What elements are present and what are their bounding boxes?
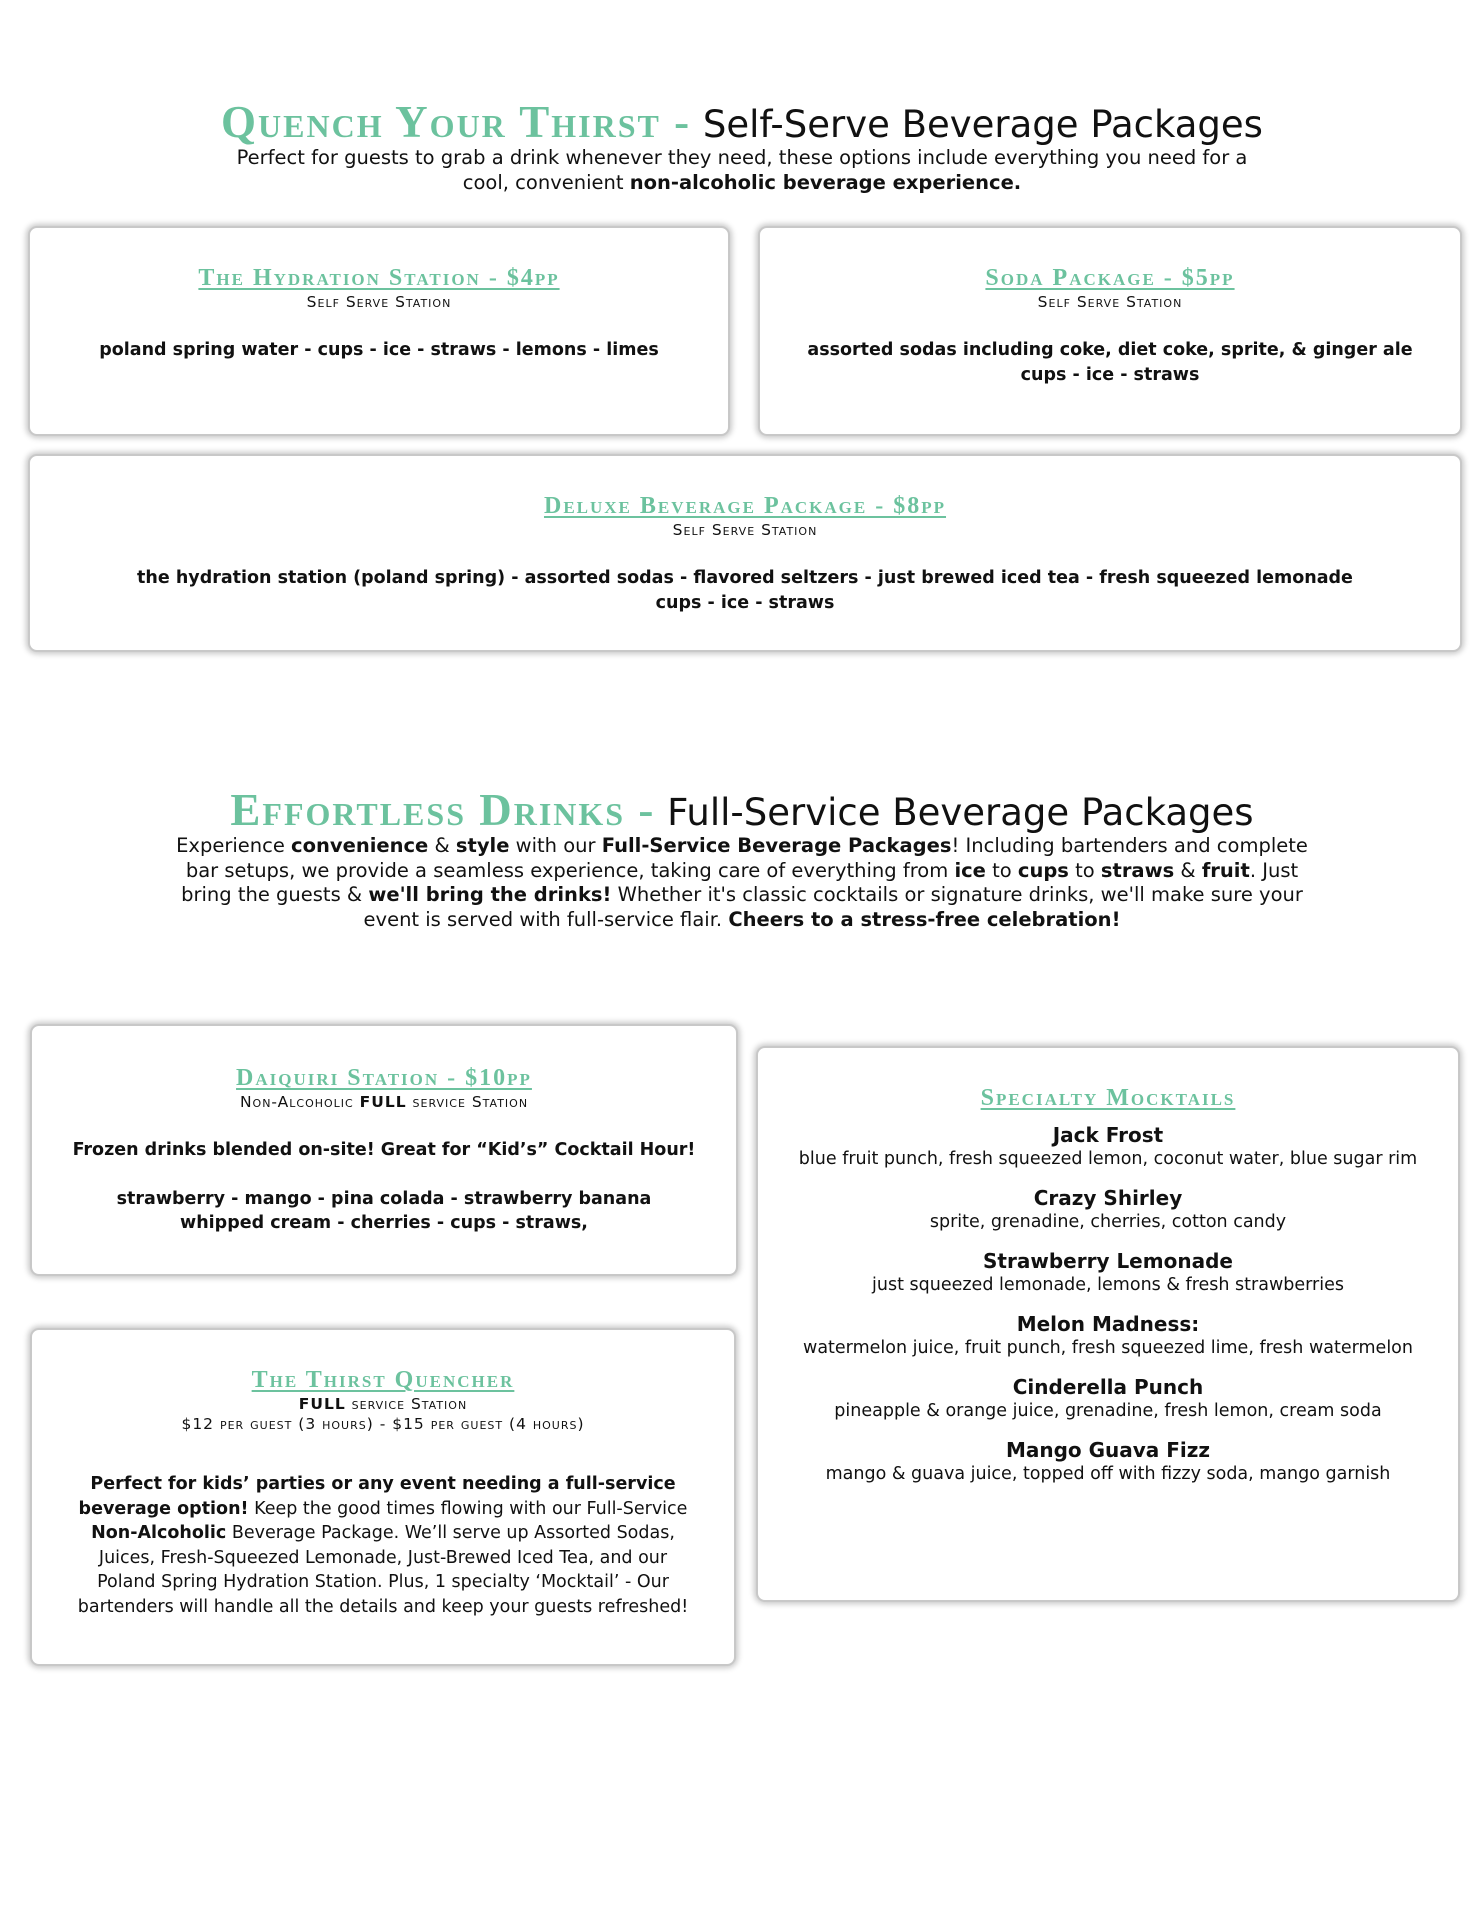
card-items: poland spring water - cups - ice - straws - lemons - limes: [99, 340, 659, 360]
mocktail-desc: just squeezed lemonade, lemons & fresh strawberries: [872, 1275, 1344, 1295]
deluxe-package-card: [28, 454, 1462, 652]
mocktail-item: [758, 1122, 1458, 1171]
self-serve-heading-accent: Quench Your Thirst -: [221, 97, 692, 147]
full-service-heading-plain: Full-Service Beverage Packages: [667, 791, 1254, 834]
mocktail-item: [758, 1185, 1458, 1234]
mocktail-desc: sprite, grenadine, cherries, cotton candy: [929, 1212, 1287, 1232]
card-tagline: Frozen drinks blended on-site! Great for “Kid’s” Cocktail Hour!: [72, 1140, 696, 1160]
card-subtitle: Self Serve Station: [672, 521, 818, 539]
self-serve-heading-plain: Self-Serve Beverage Packages: [702, 103, 1263, 146]
daiquiri-station-card: [30, 1024, 738, 1276]
card-title: Daiquiri Station - $10pp: [236, 1065, 532, 1091]
card-title: Deluxe Beverage Package - $8pp: [543, 493, 947, 519]
intro-bold: style: [455, 834, 510, 857]
subtitle-text: service Station: [345, 1395, 468, 1413]
mocktail-item: [758, 1248, 1458, 1297]
card-items: cups - ice - straws: [655, 592, 835, 613]
card-subtitle: Self Serve Station: [1037, 293, 1183, 311]
description-bold: Non-Alcoholic: [91, 1523, 227, 1543]
mocktail-desc: blue fruit punch, fresh squeezed lemon, coconut water, blue sugar rim: [798, 1149, 1418, 1169]
card-items: the hydration station (poland spring) - assorted sodas - flavored seltzers - just brewed iced tea - fresh squeezed lemonade: [137, 568, 1353, 588]
mocktail-name: Strawberry Lemonade: [983, 1249, 1233, 1273]
intro-text: Perfect for guests to grab a drink whenever they need, these options include everything you need for a: [236, 146, 1248, 169]
card-title: Specialty Mocktails: [980, 1085, 1236, 1111]
card-subtitle: [32, 1092, 736, 1112]
card-items: cups - ice - straws: [1020, 364, 1200, 385]
intro-bold: cups: [1017, 858, 1069, 882]
card-title: The Thirst Quencher: [251, 1367, 515, 1393]
pricing-line: $12 per guest (3 hours) - $15 per guest (4 hours): [181, 1415, 585, 1433]
description-text: Keep the good times flowing with our Full-Service: [248, 1498, 688, 1519]
mocktail-name: Jack Frost: [1052, 1123, 1164, 1147]
card-description: [76, 1472, 690, 1619]
intro-text: &: [428, 834, 456, 857]
soda-package-card: [758, 226, 1462, 436]
subtitle-text: Non-Alcoholic: [239, 1093, 360, 1111]
intro-bold: Cheers to a stress-free celebration!: [728, 907, 1121, 931]
mocktail-item: [758, 1437, 1458, 1486]
intro-text: cool, convenient: [462, 170, 630, 194]
intro-text: ! Including bartenders and complete bar setups, we provide a seamless experience, taking care of everything from: [185, 834, 1308, 882]
mocktail-name: Mango Guava Fizz: [1005, 1438, 1211, 1462]
card-title: Soda Package - $5pp: [985, 265, 1235, 291]
intro-text: with our: [509, 834, 602, 857]
intro-bold: ice: [954, 858, 986, 882]
card-subtitle: Self Serve Station: [306, 293, 452, 311]
mocktail-name: Cinderella Punch: [1012, 1375, 1204, 1399]
intro-text: to: [1068, 858, 1101, 882]
subtitle-text: service Station: [406, 1093, 529, 1111]
card-items: assorted sodas including coke, diet coke, sprite, & ginger ale: [807, 340, 1413, 360]
hydration-station-card: [28, 226, 730, 436]
mocktail-desc: mango & guava juice, topped off with fizzy soda, mango garnish: [825, 1464, 1391, 1484]
mocktail-desc: pineapple & orange juice, grenadine, fresh lemon, cream soda: [834, 1401, 1382, 1421]
subtitle-bold: FULL: [359, 1093, 407, 1111]
card-items: whipped cream - cherries - cups - straws,: [180, 1213, 588, 1233]
card-subtitle: [76, 1394, 690, 1414]
full-service-heading-accent: Effortless Drinks -: [230, 785, 656, 835]
mocktail-item: [758, 1311, 1458, 1360]
mocktail-item: [758, 1374, 1458, 1423]
card-items: strawberry - mango - pina colada - strawberry banana: [116, 1188, 652, 1209]
mocktail-list: [758, 1122, 1458, 1486]
intro-text: Experience: [176, 834, 292, 857]
description-text: Beverage Package. We’ll serve up Assorted Sodas, Juices, Fresh-Squeezed Lemonade, Just-Brewed Iced Tea, and our Poland Spring Hydration Station. Plus, 1 specialty ‘Mocktail’ - Our bartenders will handle all the details and keep your guests refreshed!: [77, 1523, 689, 1617]
intro-bold: Full-Service Beverage Packages: [601, 834, 952, 857]
intro-text: . Just bring the guests &: [181, 858, 1299, 906]
intro-bold: non-alcoholic beverage experience.: [629, 170, 1022, 194]
self-serve-intro: [200, 146, 1284, 195]
full-service-intro: [176, 834, 1308, 932]
intro-bold: fruit: [1201, 858, 1250, 882]
mocktail-name: Crazy Shirley: [1033, 1186, 1183, 1210]
intro-text: &: [1174, 858, 1202, 882]
mocktail-name: Melon Madness:: [1016, 1312, 1200, 1336]
card-title: The Hydration Station - $4pp: [198, 265, 560, 291]
subtitle-bold: FULL: [298, 1395, 346, 1413]
intro-bold: straws: [1100, 858, 1175, 882]
self-serve-heading: [0, 98, 1484, 149]
description-bold: Perfect for kids’ parties or any event needing a full-service beverage option!: [78, 1474, 676, 1519]
intro-bold: we'll bring the drinks!: [368, 883, 612, 906]
full-service-heading: [0, 786, 1484, 837]
thirst-quencher-card: [30, 1328, 736, 1666]
intro-text: Whether it's classic cocktails or signature drinks, we'll make sure your event is served with full-service flair.: [363, 883, 1303, 931]
specialty-mocktails-card: [756, 1046, 1460, 1602]
mocktail-desc: watermelon juice, fruit punch, fresh squeezed lime, fresh watermelon: [803, 1338, 1413, 1358]
intro-text: to: [985, 858, 1018, 882]
intro-bold: convenience: [291, 834, 429, 857]
